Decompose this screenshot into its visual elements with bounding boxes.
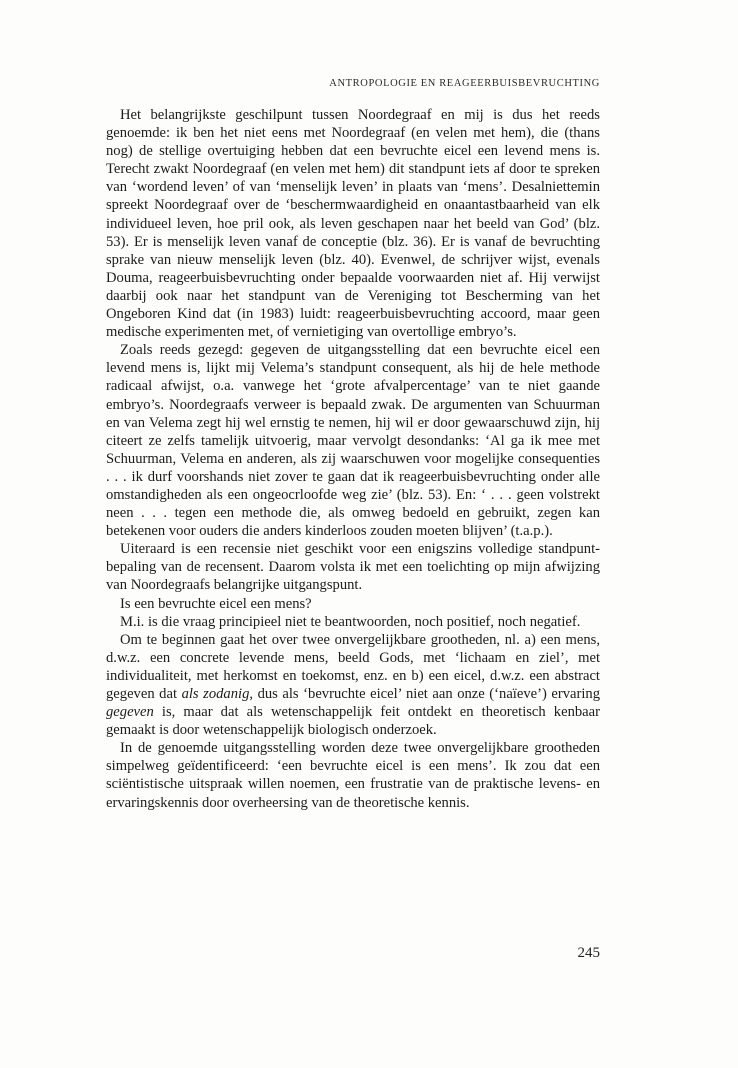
- paragraph-2: Zoals reeds gezegd: gegeven de uitgangsstelling dat een bevruchte eicel een levend mens is, lijkt mij Velema’s standpunt consequent, als hij de hele methode radicaal afwijst, o.a. vanwege het ‘grote afvalpercentage’ van te niet gaande embryo’s. Noordegraafs verweer is bepaald zwak. De argumenten van Schuurman en van Velema zegt hij wel ernstig te nemen, hij wil er door gewaarschuwd zijn, hij citeert ze zelfs tamelijk uitvoerig, maar vervolgt desondanks: ‘Al ga ik mee met Schuurman, Velema en anderen, als zij waarschuwen voor mogelijke consequenties . . . ik durf voorshands niet zover te gaan dat ik reageerbuisbevruchting onder alle omstandigheden als een ongeocrloofde weg zie’ (blz. 53). En: ‘ . . . geen volstrekt neen . . . tegen een methode die, als omweg bedoeld en gebruikt, zegen kan betekenen voor ouders die anders kinderloos zouden moeten blijven’ (t.a.p.).: [106, 342, 600, 540]
- paragraph-6: [106, 631, 600, 740]
- paragraph-4: Is een bevruchte eicel een mens?: [120, 595, 312, 612]
- body-text: [106, 106, 600, 812]
- page-number: 245: [577, 945, 600, 961]
- paragraph-1: Het belangrijkste geschilpunt tussen Noordegraaf en mij is dus het reeds genoemde: ik ben het niet eens met Noordegraaf (en velen met hem), die (thans nog) de stellige overtuiging hebben dat een bevruchte eicel een levend mens is. Terecht zwakt Noordegraaf (en velen met hem) dit standpunt iets af door te spreken van ‘wordend leven’ of van ‘menselijk leven’ in plaats van ‘mens’. Desalniettemin spreekt Noordegraaf over de ‘beschermwaardigheid en onaantastbaarheid van elk individueel leven, hoe pril ook, als leven geschapen naar het beeld van God’ (blz. 53). Er is menselijk leven vanaf de conceptie (blz. 36). Er is vanaf de bevruchting sprake van nieuw menselijk leven (blz. 40). Evenwel, de schrijver wijst, evenals Douma, reageerbuisbevruchting onder bepaalde voorwaarden niet af. Hij verwijst daarbij ook naar het standpunt van de Vereniging tot Bescherming van het Ongeboren Kind dat (in 1983) luidt: reageerbuisbevruchting accoord, maar geen medische experimenten met, of vernietiging van overtollige embryo’s.: [106, 107, 600, 341]
- paragraph-6-part-2: , dus als ‘bevruchte eicel’ niet aan onze (‘naïeve’) ervaring: [249, 686, 600, 702]
- paragraph-7: In de genoemde uitgangsstelling worden deze twee onvergelijkbare grootheden simpelweg geïdentificeerd: ‘een bevruchte eicel is een mens’. Ik zou dat een sciëntistische uitspraak willen noemen, een frustratie van de praktische levens- en ervaringskennis door overheersing van de theoretische kennis.: [106, 740, 600, 811]
- paragraph-6-part-3: is, maar dat als wetenschappelijk feit ontdekt en theoretisch kenbaar gemaakt is door wetenschappelijk biologisch onderzoek.: [106, 704, 600, 739]
- paragraph-6-part-1: Om te beginnen gaat het over twee onvergelijkbare grootheden, nl. a) een mens, d.w.z. een concrete levende mens, beeld Gods, met ‘lichaam en ziel’, met individualiteit, met herkomst en toekomst, enz. en b) een eicel, d.w.z. een abstract gegeven dat: [106, 631, 600, 702]
- emphasis-als-zodanig: als zodanig: [181, 686, 250, 702]
- emphasis-gegeven: gegeven: [106, 704, 154, 721]
- running-head: ANTROPOLOGIE EN REAGEERBUISBEVRUCHTING: [329, 78, 600, 89]
- paragraph-3: Uiteraard is een recensie niet geschikt voor een enigszins volledige standpunt-bepaling van de recensent. Daarom volsta ik met een toelichting op mijn afwijzing van Noordegraafs belangrijke uitgangspunt.: [106, 541, 600, 594]
- paragraph-5: M.i. is die vraag principieel niet te beantwoorden, noch positief, noch negatief.: [120, 613, 581, 630]
